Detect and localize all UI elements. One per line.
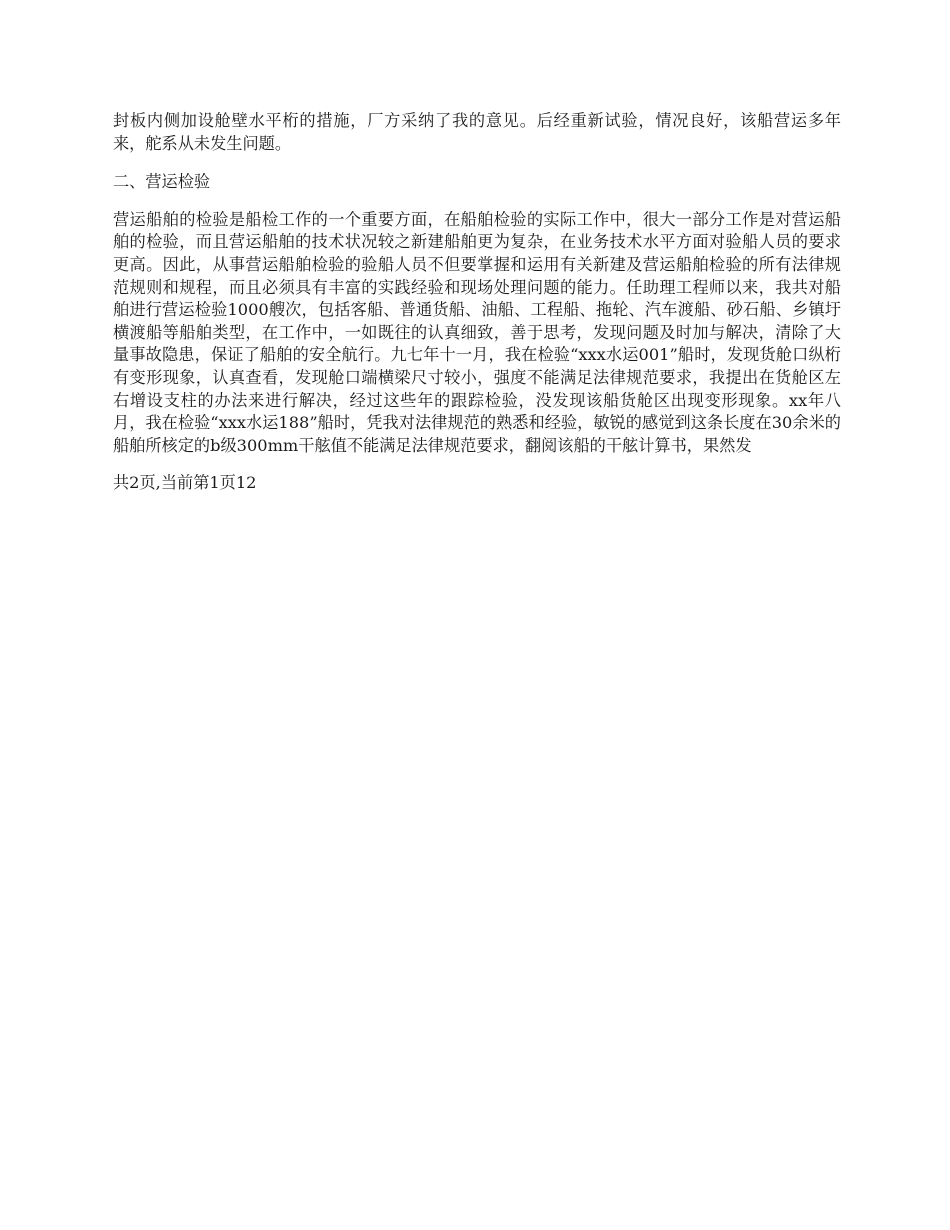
section-heading: 二、营运检验: [113, 172, 211, 192]
paragraph-1: 封板内侧加设舱壁水平桁的措施，厂方采纳了我的意见。后经重新试验，情况良好，该船营运多年来，舵系从未发生问题。: [113, 111, 841, 153]
page-pagination: 共2页,当前第1页12: [113, 473, 257, 493]
document-page: [113, 110, 841, 495]
paragraph-2: 营运船舶的检验是船检工作的一个重要方面，在船舶检验的实际工作中，很大一部分工作是对营运船舶的检验，而且营运船舶的技术状况较之新建船舶更为复杂，在业务技术水平方面对验船人员的要求更高。因此，从事营运船舶检验的验船人员不但要掌握和运用有关新建及营运船舶检验的所有法律规范规则和规程，而且必须具有丰富的实践经验和现场处理问题的能力。任助理工程师以来，我共对船舶进行营运检验1000艘次，包括客船、普通货船、油船、工程船、拖轮、汽车渡船、砂石船、乡镇圩横渡船等船舶类型，在工作中，一如既往的认真细致，善于思考，发现问题及时加与解决，清除了大量事故隐患，保证了船舶的安全航行。九七年十一月，我在检验“xxx水运001”船时，发现货舱口纵桁有变形现象，认真查看，发现舱口端横梁尺寸较小，强度不能满足法律规范要求，我提出在货舱区左右增设支柱的办法来进行解决，经过这些年的跟踪检验，没发现该船货舱区出现变形现象。xx年八月，我在检验“xxx水运188”船时，凭我对法律规范的熟悉和经验，敏锐的感觉到这条长度在30余米的船舶所核定的b级300mm干舷值不能满足法律规范要求，翻阅该船的干舷计算书，果然发: [113, 209, 841, 455]
